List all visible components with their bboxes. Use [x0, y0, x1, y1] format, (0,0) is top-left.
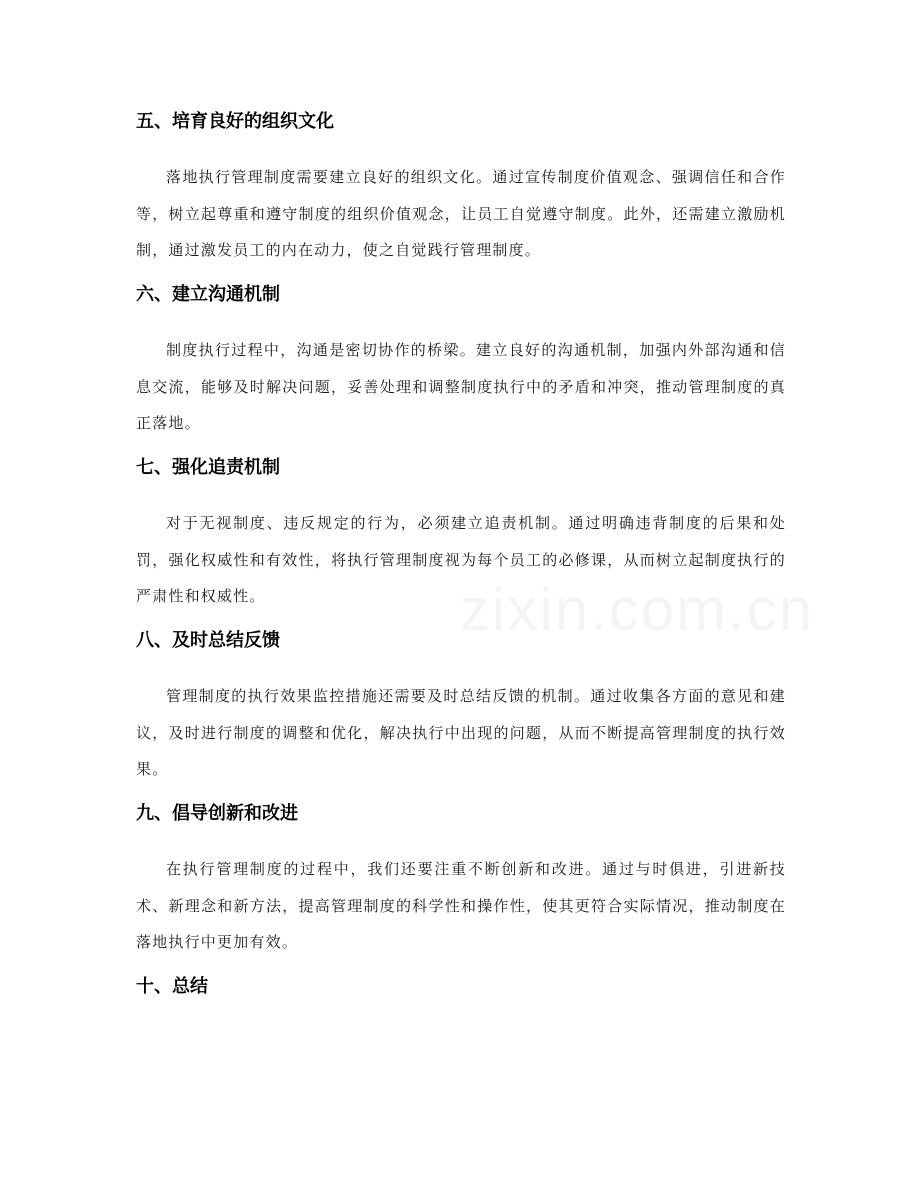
section-heading: 九、倡导创新和改进	[136, 803, 298, 824]
section-9	[136, 801, 786, 961]
section-paragraph: 对于无视制度、违反规定的行为，必须建立追责机制。通过明确违背制度的后果和处罚，强化权威性和有效性，将执行管理制度视为每个员工的必修课，从而树立起制度执行的严肃性和权威性。	[136, 514, 786, 605]
section-6	[136, 282, 786, 442]
section-paragraph: 落地执行管理制度需要建立良好的组织文化。通过宣传制度价值观念、强调信任和合作等，树立起尊重和遵守制度的组织价值观念，让员工自觉遵守制度。此外，还需建立激励机制，通过激发员工的内在动力，使之自觉践行管理制度。	[136, 168, 786, 259]
section-heading: 十、总结	[136, 976, 208, 997]
section-7	[136, 455, 786, 615]
section-heading: 七、强化追责机制	[136, 457, 280, 478]
section-paragraph: 制度执行过程中，沟通是密切协作的桥梁。建立良好的沟通机制，加强内外部沟通和信息交流，能够及时解决问题，妥善处理和调整制度执行中的矛盾和冲突，推动管理制度的真正落地。	[136, 341, 786, 432]
section-heading: 六、建立沟通机制	[136, 284, 280, 305]
section-heading: 五、培育良好的组织文化	[136, 111, 334, 132]
section-heading: 八、及时总结反馈	[136, 630, 280, 651]
section-10	[136, 974, 786, 1000]
section-5	[136, 109, 786, 269]
section-paragraph: 管理制度的执行效果监控措施还需要及时总结反馈的机制。通过收集各方面的意见和建议，及时进行制度的调整和优化，解决执行中出现的问题，从而不断提高管理制度的执行效果。	[136, 687, 786, 778]
section-paragraph: 在执行管理制度的过程中，我们还要注重不断创新和改进。通过与时俱进，引进新技术、新理念和新方法，提高管理制度的科学性和操作性，使其更符合实际情况，推动制度在落地执行中更加有效。	[136, 860, 786, 951]
section-8	[136, 628, 786, 788]
